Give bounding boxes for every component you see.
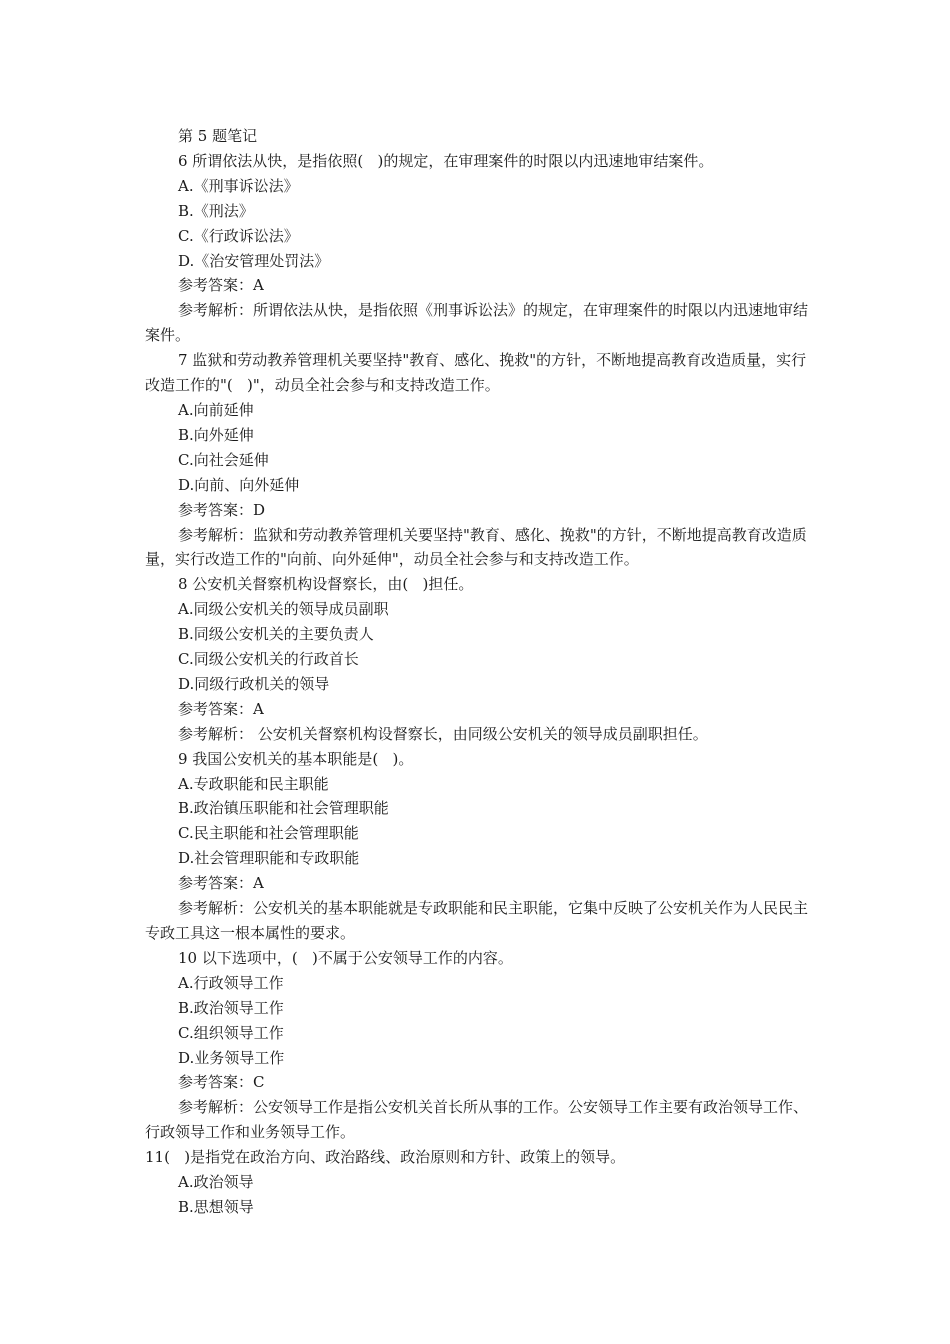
document-line: C.向社会延伸 bbox=[178, 450, 269, 469]
document-line: 10 以下选项中，( )不属于公安领导工作的内容。 bbox=[178, 948, 513, 967]
document-line: C.同级公安机关的行政首长 bbox=[178, 650, 359, 669]
document-line: B.同级公安机关的主要负责人 bbox=[178, 625, 374, 644]
document-line: A.行政领导工作 bbox=[178, 973, 284, 992]
document-line: A.专政职能和民主职能 bbox=[178, 774, 329, 793]
document-line: D.社会管理职能和专政职能 bbox=[178, 849, 360, 868]
document-line: B.《刑法》 bbox=[178, 201, 254, 220]
document-line: A.政治领导 bbox=[178, 1173, 254, 1192]
document-line: B.政治领导工作 bbox=[178, 998, 284, 1017]
document-line: C.组织领导工作 bbox=[178, 1023, 284, 1042]
document-line: B.向外延伸 bbox=[178, 425, 254, 444]
document-line: 参考答案：A bbox=[178, 699, 264, 718]
document-line: B.政治镇压职能和社会管理职能 bbox=[178, 799, 389, 818]
document-line: C.民主职能和社会管理职能 bbox=[178, 824, 359, 843]
document-line: 参考答案：C bbox=[178, 1073, 265, 1092]
document-line: 参考解析：公安领导工作是指公安机关首长所从事的工作。公安领导工作主要有政治领导工作、行政领导工作和业务领导工作。 bbox=[145, 1098, 809, 1142]
document-line: 参考答案：A bbox=[178, 276, 264, 295]
document-line: 参考解析：公安机关的基本职能就是专政职能和民主职能，它集中反映了公安机关作为人民民主专政工具这一根本属性的要求。 bbox=[145, 899, 809, 942]
document-line: 7 监狱和劳动教养管理机关要坚持"教育、感化、挽救"的方针，不断地提高教育改造质量，实行改造工作的"( )"，动员全社会参与和支持改造工作。 bbox=[145, 351, 807, 395]
document-line: A.同级公安机关的领导成员副职 bbox=[178, 600, 389, 619]
document-line: 第 5 题笔记 bbox=[178, 127, 258, 145]
document-line: 9 我国公安机关的基本职能是( )。 bbox=[178, 749, 414, 768]
document-line: 参考解析：监狱和劳动教养管理机关要坚持"教育、感化、挽救"的方针，不断地提高教育改造质量，实行改造工作的"向前、向外延伸"，动员全社会参与和支持改造工作。 bbox=[145, 525, 807, 569]
document-line: D.《治安管理处罚法》 bbox=[178, 251, 330, 270]
document-line: 11( )是指党在政治方向、政治路线、政治原则和方针、政策上的领导。 bbox=[145, 1148, 626, 1167]
document-line: 参考答案：A bbox=[178, 874, 264, 893]
document-line: D.向前、向外延伸 bbox=[178, 475, 300, 494]
document-line: B.思想领导 bbox=[178, 1197, 254, 1216]
document-line: 参考答案：D bbox=[178, 500, 266, 519]
document-body bbox=[145, 124, 810, 1220]
document-line: 参考解析：所谓依法从快，是指依照《刑事诉讼法》的规定，在审理案件的时限以内迅速地审结案件。 bbox=[145, 301, 809, 345]
document-line: 参考解析： 公安机关督察机构设督察长，由同级公安机关的领导成员副职担任。 bbox=[178, 724, 708, 743]
document-line: 8 公安机关督察机构设督察长，由( )担任。 bbox=[178, 575, 474, 594]
document-line: D.业务领导工作 bbox=[178, 1048, 285, 1067]
document-line: D.同级行政机关的领导 bbox=[178, 674, 330, 693]
document-line: C.《行政诉讼法》 bbox=[178, 226, 299, 245]
document-line: A.《刑事诉讼法》 bbox=[178, 176, 299, 195]
document-line: A.向前延伸 bbox=[178, 400, 254, 419]
document-line: 6 所谓依法从快，是指依照( )的规定，在审理案件的时限以内迅速地审结案件。 bbox=[178, 151, 714, 170]
